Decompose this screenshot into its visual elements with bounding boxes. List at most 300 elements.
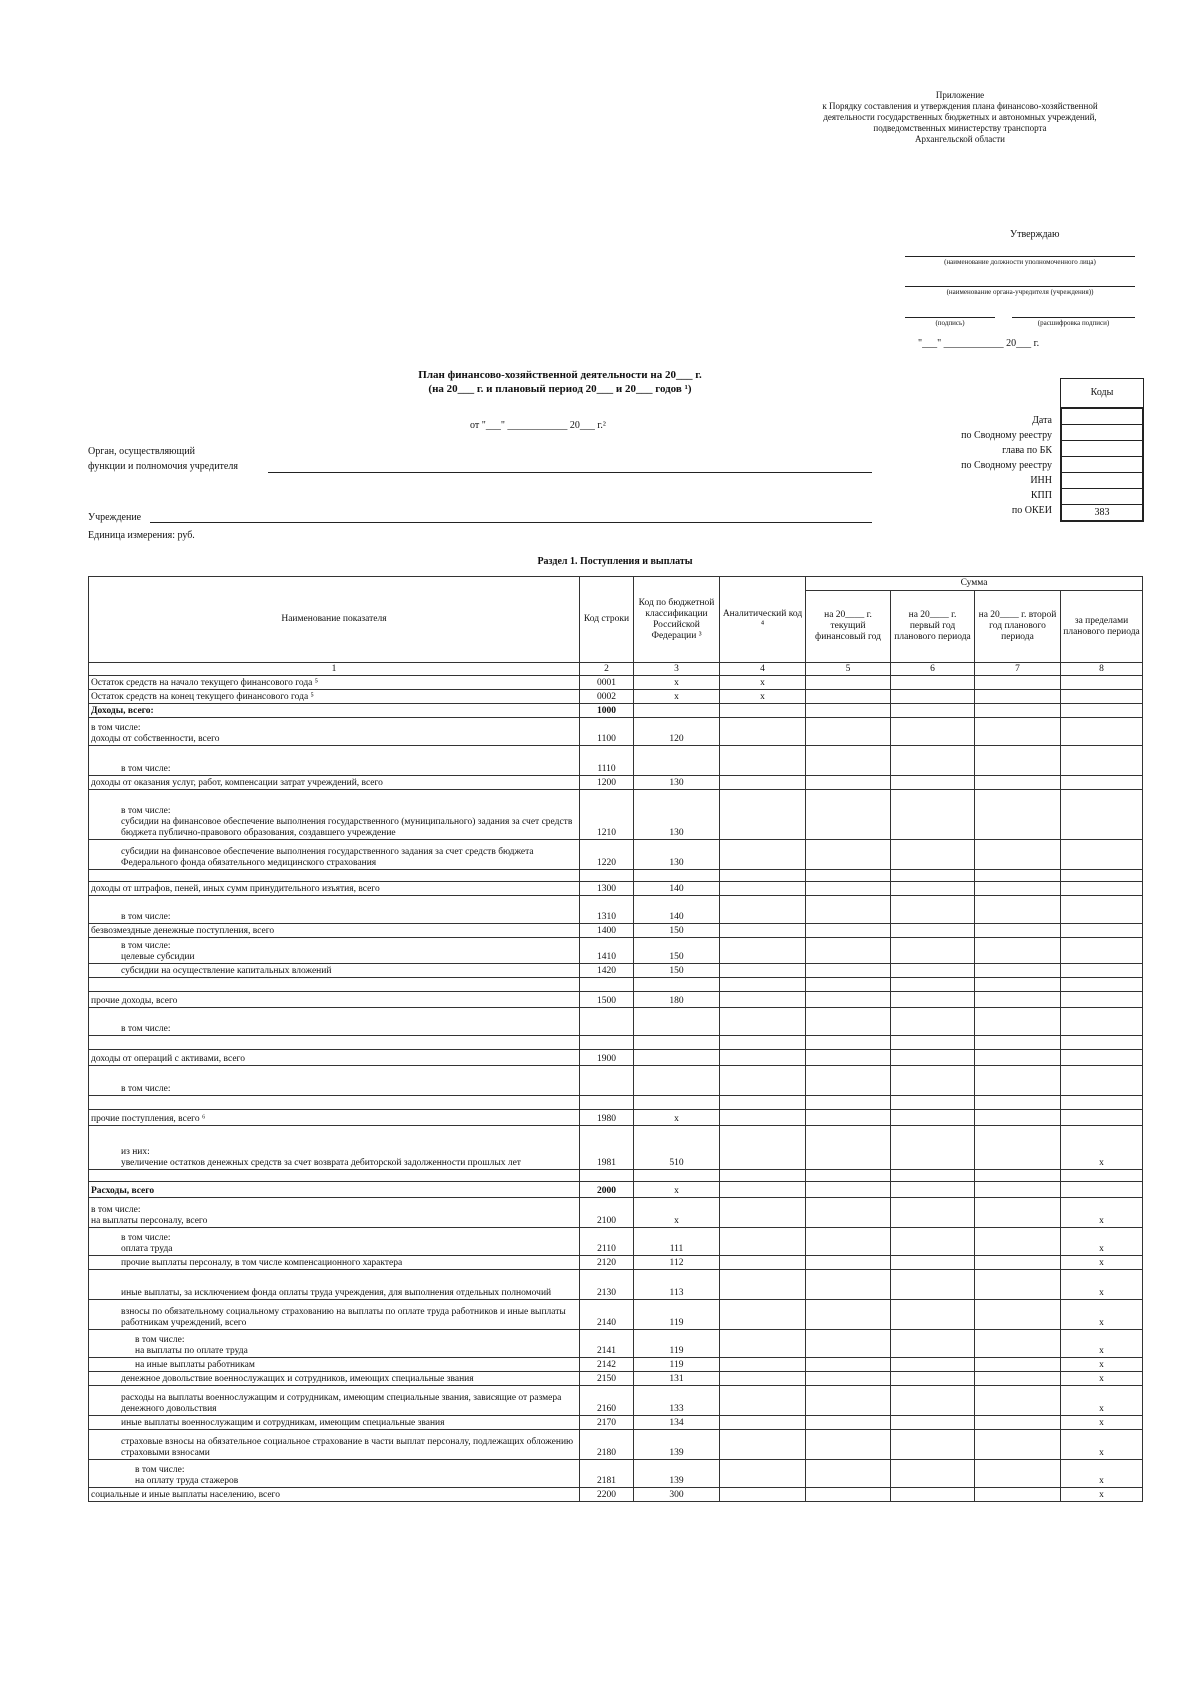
- plan-subtitle: (на 20___ г. и плановый период 20___ и 20___ годов ¹): [428, 383, 692, 395]
- row-sum-first: [891, 840, 975, 870]
- row-sum-current: [806, 978, 891, 992]
- code-okei: 383: [1060, 505, 1144, 522]
- table-row: [89, 1416, 1143, 1430]
- row-name: в том числе:: [89, 896, 580, 924]
- row-name: денежное довольствие военнослужащих и сотрудников, имеющих специальные звания: [89, 1372, 580, 1386]
- table-row: [89, 790, 1143, 840]
- approval-org-caption: (наименование органа-учредителя (учреждения)): [946, 288, 1094, 296]
- row-name: в том числе: субсидии на финансовое обеспечение выполнения государственного (муниципального) задания за счет средств бюджета публично-правового образования, создавшего учреждение: [89, 790, 580, 840]
- row-sum-beyond: x: [1061, 1126, 1143, 1170]
- row-analytic-code: [720, 776, 806, 790]
- table-row: [89, 1096, 1143, 1110]
- row-bk-code: [634, 746, 720, 776]
- row-sum-first: [891, 1372, 975, 1386]
- row-name: [89, 870, 580, 882]
- row-sum-second: [975, 1126, 1061, 1170]
- row-sum-second: [975, 718, 1061, 746]
- row-bk-code: x: [634, 1198, 720, 1228]
- row-code: 1220: [580, 840, 634, 870]
- row-sum-beyond: [1061, 704, 1143, 718]
- col-num-6: 6: [891, 663, 975, 676]
- code-inn: [1060, 473, 1144, 489]
- row-name: безвозмездные денежные поступления, всего: [89, 924, 580, 938]
- row-sum-current: [806, 1386, 891, 1416]
- table-row: [89, 938, 1143, 964]
- row-bk-code: [634, 1170, 720, 1182]
- table-row: [89, 1270, 1143, 1300]
- table-row: [89, 690, 1143, 704]
- row-sum-beyond: x: [1061, 1228, 1143, 1256]
- row-sum-second: [975, 840, 1061, 870]
- row-analytic-code: [720, 1300, 806, 1330]
- row-sum-second: [975, 1256, 1061, 1270]
- row-sum-second: [975, 870, 1061, 882]
- row-bk-code: [634, 978, 720, 992]
- row-bk-code: [634, 870, 720, 882]
- row-sum-first: [891, 992, 975, 1008]
- row-sum-current: [806, 676, 891, 690]
- row-code: 2150: [580, 1372, 634, 1386]
- row-sum-second: [975, 938, 1061, 964]
- col-num-5: 5: [806, 663, 891, 676]
- row-sum-second: [975, 1182, 1061, 1198]
- row-name: взносы по обязательному социальному страхованию на выплаты по оплате труда работников и иные выплаты работникам учреждений, всего: [89, 1300, 580, 1330]
- row-name: доходы от операций с активами, всего: [89, 1050, 580, 1066]
- row-sum-first: [891, 964, 975, 978]
- row-sum-current: [806, 1036, 891, 1050]
- table-row: [89, 1256, 1143, 1270]
- col-header-code: Код строки: [580, 577, 634, 663]
- col-num-7: 7: [975, 663, 1061, 676]
- row-sum-first: [891, 776, 975, 790]
- col-num-1: 1: [89, 663, 580, 676]
- row-sum-beyond: [1061, 776, 1143, 790]
- row-sum-beyond: [1061, 1170, 1143, 1182]
- row-bk-code: 120: [634, 718, 720, 746]
- row-sum-first: [891, 1416, 975, 1430]
- row-analytic-code: [720, 1228, 806, 1256]
- row-name: в том числе:: [89, 1008, 580, 1036]
- row-bk-code: 119: [634, 1358, 720, 1372]
- row-sum-current: [806, 1460, 891, 1488]
- row-name: в том числе: доходы от собственности, всего: [89, 718, 580, 746]
- row-bk-code: 300: [634, 1488, 720, 1502]
- row-sum-second: [975, 746, 1061, 776]
- row-sum-current: [806, 1372, 891, 1386]
- row-name: расходы на выплаты военнослужащим и сотрудникам, имеющим специальные звания, зависящие от размера денежного довольствия: [89, 1386, 580, 1416]
- table-row: [89, 1228, 1143, 1256]
- row-sum-current: [806, 1416, 891, 1430]
- row-sum-beyond: [1061, 978, 1143, 992]
- plan-title: План финансово-хозяйственной деятельности на 20___ г.: [418, 369, 702, 381]
- row-sum-current: [806, 1066, 891, 1096]
- row-code: 1100: [580, 718, 634, 746]
- row-code: 1000: [580, 704, 634, 718]
- codes-label-registry: по Сводному реестру: [961, 430, 1052, 441]
- row-sum-second: [975, 924, 1061, 938]
- codes-label-kpp: КПП: [1030, 490, 1052, 501]
- row-analytic-code: [720, 1066, 806, 1096]
- row-sum-second: [975, 1330, 1061, 1358]
- row-bk-code: 133: [634, 1386, 720, 1416]
- row-code: 0001: [580, 676, 634, 690]
- row-analytic-code: [720, 1430, 806, 1460]
- row-bk-code: 139: [634, 1430, 720, 1460]
- row-analytic-code: [720, 992, 806, 1008]
- row-name: субсидии на финансовое обеспечение выполнения государственного задания за счет средств бюджета Федерального фонда обязательного медицинского страхования: [89, 840, 580, 870]
- row-bk-code: 139: [634, 1460, 720, 1488]
- row-sum-current: [806, 882, 891, 896]
- row-sum-current: [806, 1096, 891, 1110]
- table-row: [89, 924, 1143, 938]
- col-num-2: 2: [580, 663, 634, 676]
- row-code: 0002: [580, 690, 634, 704]
- approval-sign-caption: (подпись): [935, 319, 965, 327]
- row-analytic-code: [720, 746, 806, 776]
- row-sum-beyond: x: [1061, 1430, 1143, 1460]
- col-num-4: 4: [720, 663, 806, 676]
- row-bk-code: 150: [634, 964, 720, 978]
- row-sum-second: [975, 1228, 1061, 1256]
- row-sum-beyond: [1061, 882, 1143, 896]
- row-sum-second: [975, 882, 1061, 896]
- table-row: [89, 746, 1143, 776]
- row-code: [580, 1170, 634, 1182]
- row-sum-beyond: [1061, 1182, 1143, 1198]
- row-sum-current: [806, 776, 891, 790]
- row-sum-first: [891, 1096, 975, 1110]
- row-bk-code: [634, 1066, 720, 1096]
- codes-label-inn: ИНН: [1030, 475, 1052, 486]
- row-sum-beyond: x: [1061, 1300, 1143, 1330]
- col-header-sum: Сумма: [806, 577, 1143, 591]
- code-date: [1060, 409, 1144, 425]
- row-sum-first: [891, 1182, 975, 1198]
- col-header-name: Наименование показателя: [89, 577, 580, 663]
- row-sum-first: [891, 1386, 975, 1416]
- table-row: [89, 840, 1143, 870]
- row-sum-first: [891, 896, 975, 924]
- row-sum-first: [891, 882, 975, 896]
- row-analytic-code: [720, 870, 806, 882]
- row-analytic-code: [720, 704, 806, 718]
- row-sum-second: [975, 992, 1061, 1008]
- row-sum-first: [891, 1488, 975, 1502]
- row-analytic-code: [720, 1330, 806, 1358]
- codes-label-registry-2: по Сводному реестру: [961, 460, 1052, 471]
- row-bk-code: [634, 1096, 720, 1110]
- row-bk-code: 130: [634, 840, 720, 870]
- row-bk-code: 130: [634, 776, 720, 790]
- row-sum-first: [891, 1170, 975, 1182]
- table-row: [89, 1488, 1143, 1502]
- row-code: 2130: [580, 1270, 634, 1300]
- row-sum-first: [891, 1270, 975, 1300]
- row-name: иные выплаты, за исключением фонда оплаты труда учреждения, для выполнения отдельных полномочий: [89, 1270, 580, 1300]
- appendix-line-2: к Порядку составления и утверждения плана финансово-хозяйственной: [822, 101, 1098, 111]
- row-sum-first: [891, 870, 975, 882]
- row-analytic-code: [720, 1270, 806, 1300]
- col-num-3: 3: [634, 663, 720, 676]
- table-row: [89, 1300, 1143, 1330]
- codes-label-date: Дата: [1032, 415, 1052, 426]
- appendix-line-4: подведомственных министерству транспорта: [873, 123, 1047, 133]
- row-sum-beyond: x: [1061, 1358, 1143, 1372]
- row-sum-current: [806, 1330, 891, 1358]
- receipts-payments-table: [88, 576, 1143, 1502]
- row-code: [580, 1036, 634, 1050]
- row-bk-code: 119: [634, 1330, 720, 1358]
- organ-label-1: Орган, осуществляющий: [88, 446, 195, 457]
- row-sum-current: [806, 1008, 891, 1036]
- row-code: 2181: [580, 1460, 634, 1488]
- row-sum-first: [891, 978, 975, 992]
- table-row: [89, 1358, 1143, 1372]
- codes-label-bk: глава по БК: [1002, 445, 1052, 456]
- row-sum-current: [806, 992, 891, 1008]
- row-bk-code: 130: [634, 790, 720, 840]
- row-name: в том числе: целевые субсидии: [89, 938, 580, 964]
- row-bk-code: 150: [634, 938, 720, 964]
- col-header-bk: Код по бюджетной классификации Российской Федерации ³: [634, 577, 720, 663]
- row-analytic-code: [720, 896, 806, 924]
- row-analytic-code: [720, 1126, 806, 1170]
- row-sum-first: [891, 1066, 975, 1096]
- row-analytic-code: [720, 1036, 806, 1050]
- row-code: [580, 1096, 634, 1110]
- row-name: прочие доходы, всего: [89, 992, 580, 1008]
- row-sum-current: [806, 718, 891, 746]
- approval-title: Утверждаю: [1010, 229, 1060, 240]
- row-sum-first: [891, 1008, 975, 1036]
- table-row: [89, 1430, 1143, 1460]
- codes-labels: [900, 413, 1052, 518]
- table-row: [89, 776, 1143, 790]
- row-sum-beyond: [1061, 924, 1143, 938]
- approval-decode-caption: (расшифровка подписи): [1037, 319, 1110, 327]
- row-name: в том числе:: [89, 1066, 580, 1096]
- row-bk-code: 113: [634, 1270, 720, 1300]
- row-code: 1410: [580, 938, 634, 964]
- codes-title: Коды: [1060, 378, 1144, 409]
- row-code: 1500: [580, 992, 634, 1008]
- row-sum-beyond: x: [1061, 1270, 1143, 1300]
- row-bk-code: 510: [634, 1126, 720, 1170]
- row-code: 1900: [580, 1050, 634, 1066]
- row-name: в том числе: на выплаты по оплате труда: [89, 1330, 580, 1358]
- row-sum-beyond: [1061, 690, 1143, 704]
- row-sum-first: [891, 1126, 975, 1170]
- table-row: [89, 1182, 1143, 1198]
- row-code: 2142: [580, 1358, 634, 1372]
- row-bk-code: 140: [634, 896, 720, 924]
- row-sum-beyond: x: [1061, 1416, 1143, 1430]
- row-analytic-code: [720, 1050, 806, 1066]
- row-sum-current: [806, 870, 891, 882]
- row-bk-code: x: [634, 1110, 720, 1126]
- row-sum-second: [975, 1416, 1061, 1430]
- row-analytic-code: [720, 1460, 806, 1488]
- code-registry: [1060, 425, 1144, 441]
- col-num-8: 8: [1061, 663, 1143, 676]
- column-number-row: [89, 663, 1143, 676]
- row-sum-beyond: [1061, 896, 1143, 924]
- row-analytic-code: [720, 1358, 806, 1372]
- col-header-current-year: на 20____ г. текущий финансовый год: [806, 591, 891, 663]
- row-sum-second: [975, 776, 1061, 790]
- row-analytic-code: [720, 840, 806, 870]
- row-sum-current: [806, 1430, 891, 1460]
- row-analytic-code: [720, 1170, 806, 1182]
- row-bk-code: [634, 1036, 720, 1050]
- row-sum-current: [806, 690, 891, 704]
- row-analytic-code: [720, 1372, 806, 1386]
- table-row: [89, 1036, 1143, 1050]
- row-analytic-code: [720, 964, 806, 978]
- row-bk-code: 134: [634, 1416, 720, 1430]
- row-analytic-code: [720, 1110, 806, 1126]
- row-code: 1110: [580, 746, 634, 776]
- table-row: [89, 1008, 1143, 1036]
- row-sum-first: [891, 746, 975, 776]
- row-sum-current: [806, 1182, 891, 1198]
- row-sum-second: [975, 1460, 1061, 1488]
- row-sum-current: [806, 840, 891, 870]
- table-row: [89, 676, 1143, 690]
- row-analytic-code: [720, 882, 806, 896]
- row-bk-code: 180: [634, 992, 720, 1008]
- table-row: [89, 978, 1143, 992]
- row-sum-current: [806, 1358, 891, 1372]
- row-sum-beyond: x: [1061, 1460, 1143, 1488]
- row-name: в том числе: оплата труда: [89, 1228, 580, 1256]
- row-name: [89, 978, 580, 992]
- row-sum-first: [891, 790, 975, 840]
- approval-position-caption: (наименование должности уполномоченного лица): [944, 258, 1096, 266]
- row-code: 1310: [580, 896, 634, 924]
- row-sum-second: [975, 790, 1061, 840]
- row-sum-current: [806, 938, 891, 964]
- row-name: [89, 1096, 580, 1110]
- row-analytic-code: [720, 938, 806, 964]
- row-sum-first: [891, 1330, 975, 1358]
- appendix-line-1: Приложение: [935, 90, 985, 100]
- row-sum-current: [806, 1228, 891, 1256]
- row-sum-beyond: x: [1061, 1488, 1143, 1502]
- row-sum-current: [806, 1110, 891, 1126]
- row-sum-second: [975, 1430, 1061, 1460]
- row-sum-first: [891, 1256, 975, 1270]
- row-code: 1420: [580, 964, 634, 978]
- col-header-beyond-plan: за пределами планового периода: [1061, 591, 1143, 663]
- row-sum-beyond: [1061, 964, 1143, 978]
- row-name: прочие поступления, всего ⁶: [89, 1110, 580, 1126]
- row-name: доходы от штрафов, пеней, иных сумм принудительного изъятия, всего: [89, 882, 580, 896]
- row-bk-code: 140: [634, 882, 720, 896]
- row-code: 2160: [580, 1386, 634, 1416]
- row-sum-second: [975, 1488, 1061, 1502]
- row-name: Доходы, всего:: [89, 704, 580, 718]
- code-registry-2: [1060, 457, 1144, 473]
- row-code: 2140: [580, 1300, 634, 1330]
- row-analytic-code: [720, 1416, 806, 1430]
- code-bk-chapter: [1060, 441, 1144, 457]
- row-sum-current: [806, 1270, 891, 1300]
- row-code: 2100: [580, 1198, 634, 1228]
- row-sum-beyond: x: [1061, 1198, 1143, 1228]
- table-row: [89, 1170, 1143, 1182]
- row-sum-second: [975, 1358, 1061, 1372]
- row-name: в том числе: на выплаты персоналу, всего: [89, 1198, 580, 1228]
- row-sum-beyond: [1061, 1110, 1143, 1126]
- row-sum-second: [975, 1036, 1061, 1050]
- row-sum-second: [975, 896, 1061, 924]
- table-row: [89, 1372, 1143, 1386]
- table-row: [89, 992, 1143, 1008]
- row-sum-first: [891, 924, 975, 938]
- row-sum-beyond: [1061, 1036, 1143, 1050]
- row-name: Остаток средств на конец текущего финансового года ⁵: [89, 690, 580, 704]
- row-name: Остаток средств на начало текущего финансового года ⁵: [89, 676, 580, 690]
- row-code: 1981: [580, 1126, 634, 1170]
- row-name: в том числе: на оплату труда стажеров: [89, 1460, 580, 1488]
- row-analytic-code: x: [720, 676, 806, 690]
- row-sum-current: [806, 1170, 891, 1182]
- row-sum-second: [975, 1386, 1061, 1416]
- row-sum-first: [891, 1036, 975, 1050]
- appendix-line-3: деятельности государственных бюджетных и автономных учреждений,: [823, 112, 1097, 122]
- table-row: [89, 964, 1143, 978]
- row-bk-code: x: [634, 1182, 720, 1198]
- row-analytic-code: [720, 1256, 806, 1270]
- row-code: 1300: [580, 882, 634, 896]
- row-name: доходы от оказания услуг, работ, компенсации затрат учреждений, всего: [89, 776, 580, 790]
- row-sum-second: [975, 704, 1061, 718]
- row-sum-first: [891, 1430, 975, 1460]
- row-sum-first: [891, 1358, 975, 1372]
- organ-label-2: функции и полномочия учредителя: [88, 461, 238, 472]
- row-name: [89, 1170, 580, 1182]
- row-bk-code: 119: [634, 1300, 720, 1330]
- row-sum-beyond: [1061, 1066, 1143, 1096]
- row-sum-beyond: [1061, 840, 1143, 870]
- row-code: 2180: [580, 1430, 634, 1460]
- row-sum-first: [891, 676, 975, 690]
- row-name: [89, 1036, 580, 1050]
- table-row: [89, 1050, 1143, 1066]
- row-sum-second: [975, 1110, 1061, 1126]
- row-sum-beyond: [1061, 938, 1143, 964]
- table-row: [89, 718, 1143, 746]
- row-analytic-code: [720, 790, 806, 840]
- row-name: субсидии на осуществление капитальных вложений: [89, 964, 580, 978]
- row-name: на иные выплаты работникам: [89, 1358, 580, 1372]
- row-code: [580, 870, 634, 882]
- row-sum-first: [891, 704, 975, 718]
- table-row: [89, 704, 1143, 718]
- row-sum-first: [891, 1300, 975, 1330]
- table-row: [89, 896, 1143, 924]
- row-sum-second: [975, 1300, 1061, 1330]
- appendix-block: [790, 90, 1130, 145]
- table-row: [89, 1330, 1143, 1358]
- row-analytic-code: [720, 1008, 806, 1036]
- row-analytic-code: x: [720, 690, 806, 704]
- row-code: [580, 1008, 634, 1036]
- row-code: 1980: [580, 1110, 634, 1126]
- row-sum-current: [806, 896, 891, 924]
- table-row: [89, 870, 1143, 882]
